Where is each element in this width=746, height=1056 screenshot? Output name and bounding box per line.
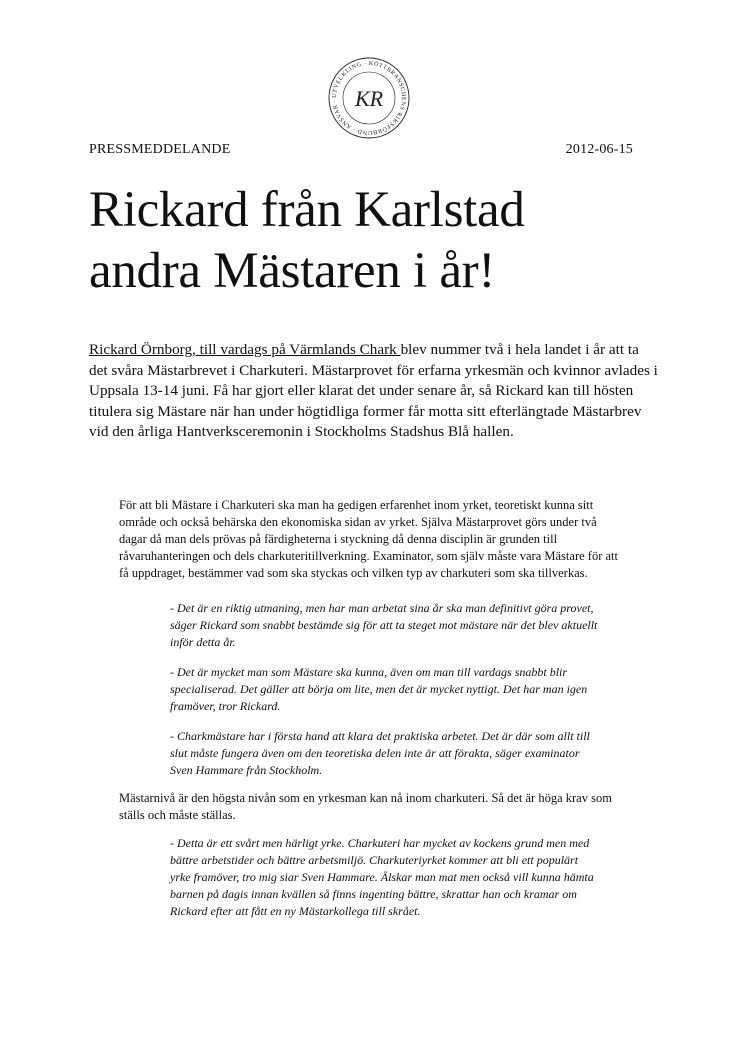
logo-seal-graphic xyxy=(327,56,411,140)
logo-monogram: KR xyxy=(354,86,384,111)
press-release-label: PRESSMEDDELANDE xyxy=(89,142,231,157)
quote-examiner: - Charkmästare har i första hand att klara det praktiska arbetet. Det är där som allt till slut måste fungera även om den teoretiska delen inte är att förakta, säger examinator Sven Hammare från Stockholm. xyxy=(170,729,590,777)
release-date: 2012-06-15 xyxy=(565,142,633,157)
intro-paragraph: För att bli Mästare i Charkuteri ska man ha gedigen erfarenhet inom yrket, teoretiskt kunna sitt område och också behärska den ekonomiska sidan av yrket. Själva Mästarprovet görs under två dagar då man dels prövas på färdigheterna i styckning då denna disciplin är grunden till råvaruhanteringen och dels charkuteritillverkning. Examinator, som själv måste vara Mästare för att få uppdraget, bestämmer vad som ska styckas och vilken typ av charkuteri som ska tillverkas. xyxy=(119,498,618,580)
logo-ring-text: UTVECKLING · KÖTTBRANSCHENS RIKSFÖRBUND · ANSVAR · xyxy=(331,60,407,136)
rickard-link[interactable]: Rickard Örnborg, till vardags på Värmlands Chark xyxy=(89,341,401,358)
quote-rickard-1: - Det är en riktig utmaning, men har man arbetat sina år ska man definitivt göra provet, säger Rickard som snabbt bestämde sig för att ta steget mot mästare när det blev aktuellt inför detta år. xyxy=(170,601,598,649)
quote-sven-hammare: - Detta är ett svårt men härligt yrke. Charkuteri har mycket av kockens grund men med bättre arbetstider och bättre arbetsmiljö. Charkuteriyrket kommer att bli ett populärt yrke framöver, tro mig siar Sven Hammare. Älskar man mat men också vill kunna hämta barnen på dagis innan kvällen så finns ingenting bättre, skrattar han och kramar om Rickard efter att fått en ny Mästarkollega till skrået. xyxy=(170,836,594,918)
lead-text: blev nummer två i hela landet i år att ta det svåra Mästarbrevet i Charkuteri. Mästarprovet för erfarna yrkesmän och kvinnor avlades i Uppsala 13-14 juni. Få har gjort eller klarat det under senare år, så Rickard kan till hösten titulera sig Mästare när han under högtidliga former får motta sitt efterlängtade Mästarbrev vid den årliga Hantverksceremonin i Stockholms Stadshus Blå hallen. xyxy=(89,341,658,441)
article-body xyxy=(119,497,619,920)
ksr-logo-seal xyxy=(327,56,411,140)
headline xyxy=(89,180,689,302)
headline-line-2: andra Mästaren i år! xyxy=(89,243,496,299)
middle-paragraph: Mästarnivå är den högsta nivån som en yrkesman kan nå inom charkuteri. Så det är höga krav som ställs och måste ställas. xyxy=(119,791,612,822)
lead-paragraph xyxy=(89,340,659,443)
quote-rickard-2: - Det är mycket man som Mästare ska kunna, även om man till vardags snabbt blir specialiserad. Det gäller att börja om lite, men det är mycket nyttigt. Det har man igen framöver, tror Rickard. xyxy=(170,665,588,713)
headline-line-1: Rickard från Karlstad xyxy=(89,182,525,238)
